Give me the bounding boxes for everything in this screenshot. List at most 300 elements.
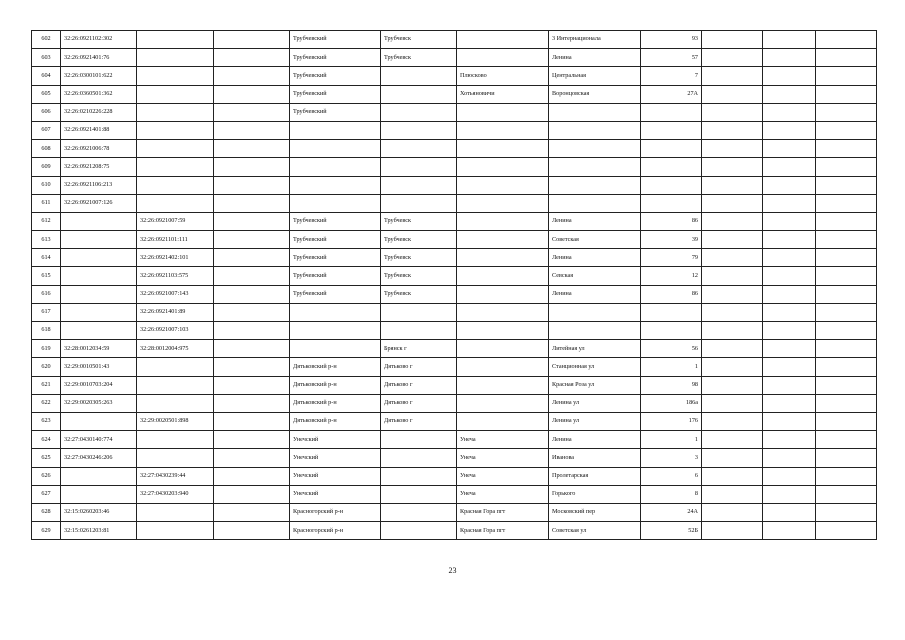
empty-cell bbox=[763, 176, 816, 194]
district-cell: Дятьковский р-н bbox=[290, 376, 381, 394]
cadastral-number-cell: 32:27:0430140:774 bbox=[61, 431, 137, 449]
street-cell: Иванова bbox=[549, 449, 641, 467]
row-number-cell: 608 bbox=[32, 140, 61, 158]
cadastral-number-cell: 32:15:0260203:46 bbox=[61, 503, 137, 521]
city-cell bbox=[381, 67, 457, 85]
cadastral-number-cell bbox=[61, 231, 137, 249]
empty-cell bbox=[763, 140, 816, 158]
street-cell: Ленина ул bbox=[549, 394, 641, 412]
page-number: 23 bbox=[448, 566, 457, 575]
empty-cell bbox=[816, 412, 877, 430]
locality-cell bbox=[457, 285, 549, 303]
city-cell bbox=[381, 522, 457, 540]
cadastral-number-alt-cell: 32:26:0921007:103 bbox=[137, 322, 214, 340]
table-row bbox=[32, 231, 877, 249]
locality-cell bbox=[457, 194, 549, 212]
house-number-cell: 1 bbox=[641, 431, 702, 449]
city-cell: Дятьково г bbox=[381, 358, 457, 376]
table-row bbox=[32, 212, 877, 230]
empty-cell bbox=[763, 49, 816, 67]
district-cell: Трубчевский bbox=[290, 267, 381, 285]
house-number-cell: 176 bbox=[641, 412, 702, 430]
empty-cell bbox=[214, 376, 290, 394]
table-row bbox=[32, 103, 877, 121]
table-row bbox=[32, 340, 877, 358]
city-cell bbox=[381, 467, 457, 485]
house-number-cell: 27А bbox=[641, 85, 702, 103]
empty-cell bbox=[763, 121, 816, 139]
cadastral-number-cell bbox=[61, 267, 137, 285]
street-cell bbox=[549, 303, 641, 321]
cadastral-number-alt-cell: 32:27:0430203:940 bbox=[137, 485, 214, 503]
empty-cell bbox=[214, 522, 290, 540]
empty-cell bbox=[702, 194, 763, 212]
empty-cell bbox=[763, 285, 816, 303]
row-number-cell: 611 bbox=[32, 194, 61, 212]
locality-cell bbox=[457, 231, 549, 249]
district-cell: Унечский bbox=[290, 467, 381, 485]
cadastral-number-alt-cell bbox=[137, 49, 214, 67]
empty-cell bbox=[816, 31, 877, 49]
empty-cell bbox=[816, 485, 877, 503]
cadastral-number-alt-cell: 32:26:0921007:143 bbox=[137, 285, 214, 303]
cadastral-number-alt-cell bbox=[137, 85, 214, 103]
empty-cell bbox=[816, 176, 877, 194]
table-body bbox=[32, 31, 877, 540]
row-number-cell: 622 bbox=[32, 394, 61, 412]
empty-cell bbox=[702, 376, 763, 394]
street-cell bbox=[549, 121, 641, 139]
empty-cell bbox=[702, 249, 763, 267]
house-number-cell bbox=[641, 176, 702, 194]
cadastral-number-cell bbox=[61, 285, 137, 303]
street-cell: Ленина bbox=[549, 285, 641, 303]
empty-cell bbox=[214, 303, 290, 321]
city-cell bbox=[381, 303, 457, 321]
empty-cell bbox=[763, 31, 816, 49]
cadastral-number-cell bbox=[61, 212, 137, 230]
row-number-cell: 623 bbox=[32, 412, 61, 430]
cadastral-number-alt-cell bbox=[137, 376, 214, 394]
empty-cell bbox=[702, 231, 763, 249]
empty-cell bbox=[763, 340, 816, 358]
district-cell bbox=[290, 176, 381, 194]
empty-cell bbox=[702, 49, 763, 67]
house-number-cell: 7 bbox=[641, 67, 702, 85]
empty-cell bbox=[702, 303, 763, 321]
locality-cell: Хотьяновичи bbox=[457, 85, 549, 103]
locality-cell bbox=[457, 121, 549, 139]
district-cell: Трубчевский bbox=[290, 85, 381, 103]
table-row bbox=[32, 303, 877, 321]
district-cell: Унечский bbox=[290, 485, 381, 503]
cadastral-number-cell: 32:27:0430246:206 bbox=[61, 449, 137, 467]
cadastral-number-cell bbox=[61, 485, 137, 503]
street-cell: Литейная ул bbox=[549, 340, 641, 358]
cadastral-number-alt-cell: 32:26:0921401:89 bbox=[137, 303, 214, 321]
cadastral-number-cell: 32:29:0010501:43 bbox=[61, 358, 137, 376]
locality-cell bbox=[457, 322, 549, 340]
empty-cell bbox=[702, 85, 763, 103]
city-cell: Трубчевск bbox=[381, 49, 457, 67]
row-number-cell: 616 bbox=[32, 285, 61, 303]
city-cell: Трубчевск bbox=[381, 249, 457, 267]
row-number-cell: 605 bbox=[32, 85, 61, 103]
cadastral-number-cell bbox=[61, 322, 137, 340]
house-number-cell bbox=[641, 194, 702, 212]
city-cell: Дятьково г bbox=[381, 412, 457, 430]
city-cell: Трубчевск bbox=[381, 267, 457, 285]
street-cell: 3 Интернационала bbox=[549, 31, 641, 49]
table-row bbox=[32, 449, 877, 467]
house-number-cell: 93 bbox=[641, 31, 702, 49]
locality-cell bbox=[457, 31, 549, 49]
empty-cell bbox=[702, 212, 763, 230]
empty-cell bbox=[763, 394, 816, 412]
cadastral-number-cell: 32:26:0210226:228 bbox=[61, 103, 137, 121]
cadastral-number-cell: 32:26:0300101:622 bbox=[61, 67, 137, 85]
empty-cell bbox=[763, 303, 816, 321]
cadastral-number-alt-cell bbox=[137, 67, 214, 85]
empty-cell bbox=[702, 158, 763, 176]
empty-cell bbox=[214, 394, 290, 412]
district-cell: Красногорский р-н bbox=[290, 503, 381, 521]
locality-cell bbox=[457, 249, 549, 267]
empty-cell bbox=[214, 121, 290, 139]
row-number-cell: 624 bbox=[32, 431, 61, 449]
empty-cell bbox=[816, 85, 877, 103]
cadastral-number-alt-cell bbox=[137, 140, 214, 158]
cadastral-number-alt-cell: 32:27:0430239:44 bbox=[137, 467, 214, 485]
registry-table bbox=[31, 30, 877, 540]
row-number-cell: 627 bbox=[32, 485, 61, 503]
table-row bbox=[32, 394, 877, 412]
district-cell: Трубчевский bbox=[290, 49, 381, 67]
locality-cell: Унеча bbox=[457, 431, 549, 449]
empty-cell bbox=[214, 358, 290, 376]
house-number-cell: 57 bbox=[641, 49, 702, 67]
table-row bbox=[32, 267, 877, 285]
empty-cell bbox=[763, 103, 816, 121]
empty-cell bbox=[763, 194, 816, 212]
city-cell bbox=[381, 194, 457, 212]
empty-cell bbox=[816, 49, 877, 67]
cadastral-number-cell: 32:26:0360501:362 bbox=[61, 85, 137, 103]
district-cell: Дятьковский р-н bbox=[290, 358, 381, 376]
house-number-cell: 56 bbox=[641, 340, 702, 358]
empty-cell bbox=[214, 140, 290, 158]
street-cell: Воронцовская bbox=[549, 85, 641, 103]
row-number-cell: 617 bbox=[32, 303, 61, 321]
district-cell: Красногорский р-н bbox=[290, 522, 381, 540]
district-cell: Трубчевский bbox=[290, 285, 381, 303]
cadastral-number-cell bbox=[61, 467, 137, 485]
cadastral-number-cell bbox=[61, 249, 137, 267]
cadastral-number-cell: 32:26:0921401:76 bbox=[61, 49, 137, 67]
row-number-cell: 610 bbox=[32, 176, 61, 194]
street-cell bbox=[549, 158, 641, 176]
empty-cell bbox=[702, 140, 763, 158]
cadastral-number-alt-cell: 32:29:0020501:898 bbox=[137, 412, 214, 430]
street-cell: Горького bbox=[549, 485, 641, 503]
street-cell bbox=[549, 103, 641, 121]
district-cell: Унечский bbox=[290, 449, 381, 467]
city-cell: Дятьково г bbox=[381, 394, 457, 412]
house-number-cell: 1 bbox=[641, 358, 702, 376]
empty-cell bbox=[214, 67, 290, 85]
house-number-cell: 3 bbox=[641, 449, 702, 467]
empty-cell bbox=[816, 231, 877, 249]
street-cell bbox=[549, 194, 641, 212]
locality-cell bbox=[457, 358, 549, 376]
empty-cell bbox=[763, 158, 816, 176]
cadastral-number-cell: 32:28:0012034:59 bbox=[61, 340, 137, 358]
house-number-cell: 8 bbox=[641, 485, 702, 503]
empty-cell bbox=[702, 522, 763, 540]
empty-cell bbox=[816, 158, 877, 176]
table-row bbox=[32, 431, 877, 449]
empty-cell bbox=[214, 231, 290, 249]
cadastral-number-cell bbox=[61, 412, 137, 430]
cadastral-number-alt-cell bbox=[137, 103, 214, 121]
row-number-cell: 620 bbox=[32, 358, 61, 376]
table-row bbox=[32, 467, 877, 485]
cadastral-number-alt-cell bbox=[137, 158, 214, 176]
cadastral-number-cell bbox=[61, 303, 137, 321]
table-row bbox=[32, 376, 877, 394]
house-number-cell: 12 bbox=[641, 267, 702, 285]
district-cell bbox=[290, 158, 381, 176]
row-number-cell: 625 bbox=[32, 449, 61, 467]
empty-cell bbox=[816, 249, 877, 267]
table-row bbox=[32, 503, 877, 521]
empty-cell bbox=[763, 85, 816, 103]
house-number-cell: 186а bbox=[641, 394, 702, 412]
row-number-cell: 618 bbox=[32, 322, 61, 340]
district-cell: Дятьковский р-н bbox=[290, 394, 381, 412]
empty-cell bbox=[214, 176, 290, 194]
city-cell bbox=[381, 103, 457, 121]
empty-cell bbox=[763, 267, 816, 285]
cadastral-number-alt-cell bbox=[137, 522, 214, 540]
street-cell: Ленина bbox=[549, 49, 641, 67]
row-number-cell: 613 bbox=[32, 231, 61, 249]
cadastral-number-alt-cell bbox=[137, 31, 214, 49]
house-number-cell bbox=[641, 140, 702, 158]
city-cell bbox=[381, 158, 457, 176]
house-number-cell: 79 bbox=[641, 249, 702, 267]
row-number-cell: 628 bbox=[32, 503, 61, 521]
cadastral-number-cell: 32:26:0921106:213 bbox=[61, 176, 137, 194]
row-number-cell: 607 bbox=[32, 121, 61, 139]
empty-cell bbox=[816, 503, 877, 521]
street-cell: Ленина bbox=[549, 249, 641, 267]
row-number-cell: 612 bbox=[32, 212, 61, 230]
empty-cell bbox=[214, 449, 290, 467]
cadastral-number-alt-cell bbox=[137, 194, 214, 212]
street-cell bbox=[549, 322, 641, 340]
empty-cell bbox=[763, 376, 816, 394]
table-row bbox=[32, 158, 877, 176]
city-cell: Трубчевск bbox=[381, 231, 457, 249]
empty-cell bbox=[816, 376, 877, 394]
cadastral-number-alt-cell bbox=[137, 176, 214, 194]
empty-cell bbox=[763, 249, 816, 267]
empty-cell bbox=[816, 467, 877, 485]
empty-cell bbox=[816, 194, 877, 212]
district-cell: Трубчевский bbox=[290, 31, 381, 49]
cadastral-number-alt-cell: 32:28:0012004:975 bbox=[137, 340, 214, 358]
house-number-cell: 86 bbox=[641, 212, 702, 230]
empty-cell bbox=[702, 431, 763, 449]
empty-cell bbox=[702, 267, 763, 285]
empty-cell bbox=[816, 285, 877, 303]
cadastral-number-cell: 32:26:0921208:75 bbox=[61, 158, 137, 176]
house-number-cell bbox=[641, 158, 702, 176]
table-row bbox=[32, 285, 877, 303]
empty-cell bbox=[763, 212, 816, 230]
street-cell bbox=[549, 176, 641, 194]
row-number-cell: 614 bbox=[32, 249, 61, 267]
empty-cell bbox=[763, 322, 816, 340]
cadastral-number-cell: 32:15:0261203:81 bbox=[61, 522, 137, 540]
locality-cell bbox=[457, 267, 549, 285]
table-row bbox=[32, 522, 877, 540]
city-cell: Брянск г bbox=[381, 340, 457, 358]
locality-cell bbox=[457, 376, 549, 394]
district-cell: Трубчевский bbox=[290, 103, 381, 121]
row-number-cell: 619 bbox=[32, 340, 61, 358]
cadastral-number-alt-cell: 32:26:0921103:575 bbox=[137, 267, 214, 285]
empty-cell bbox=[763, 67, 816, 85]
empty-cell bbox=[763, 231, 816, 249]
locality-cell bbox=[457, 103, 549, 121]
street-cell bbox=[549, 140, 641, 158]
empty-cell bbox=[702, 412, 763, 430]
locality-cell: Унеча bbox=[457, 485, 549, 503]
street-cell: Московский пер bbox=[549, 503, 641, 521]
empty-cell bbox=[214, 322, 290, 340]
empty-cell bbox=[214, 267, 290, 285]
street-cell: Пролетарская bbox=[549, 467, 641, 485]
table-row bbox=[32, 85, 877, 103]
street-cell: Советская bbox=[549, 231, 641, 249]
table-row bbox=[32, 358, 877, 376]
district-cell bbox=[290, 194, 381, 212]
city-cell bbox=[381, 431, 457, 449]
district-cell bbox=[290, 340, 381, 358]
district-cell: Дятьковский р-н bbox=[290, 412, 381, 430]
house-number-cell: 52Б bbox=[641, 522, 702, 540]
district-cell: Трубчевский bbox=[290, 249, 381, 267]
row-number-cell: 626 bbox=[32, 467, 61, 485]
row-number-cell: 615 bbox=[32, 267, 61, 285]
empty-cell bbox=[702, 340, 763, 358]
district-cell: Трубчевский bbox=[290, 67, 381, 85]
street-cell: Ленина bbox=[549, 431, 641, 449]
city-cell bbox=[381, 449, 457, 467]
cadastral-number-alt-cell: 32:26:0921007:59 bbox=[137, 212, 214, 230]
empty-cell bbox=[702, 103, 763, 121]
empty-cell bbox=[214, 31, 290, 49]
city-cell bbox=[381, 485, 457, 503]
locality-cell: Красная Гора пгт bbox=[457, 503, 549, 521]
house-number-cell: 39 bbox=[641, 231, 702, 249]
empty-cell bbox=[816, 303, 877, 321]
empty-cell bbox=[702, 394, 763, 412]
locality-cell bbox=[457, 158, 549, 176]
cadastral-number-cell: 32:26:0921401:88 bbox=[61, 121, 137, 139]
empty-cell bbox=[763, 431, 816, 449]
empty-cell bbox=[214, 85, 290, 103]
locality-cell bbox=[457, 212, 549, 230]
table-row bbox=[32, 485, 877, 503]
city-cell bbox=[381, 85, 457, 103]
city-cell bbox=[381, 176, 457, 194]
house-number-cell: 24А bbox=[641, 503, 702, 521]
city-cell bbox=[381, 503, 457, 521]
row-number-cell: 629 bbox=[32, 522, 61, 540]
street-cell: Севская bbox=[549, 267, 641, 285]
empty-cell bbox=[816, 322, 877, 340]
empty-cell bbox=[702, 31, 763, 49]
city-cell bbox=[381, 140, 457, 158]
house-number-cell: 6 bbox=[641, 467, 702, 485]
city-cell: Трубчевск bbox=[381, 285, 457, 303]
city-cell: Трубчевск bbox=[381, 212, 457, 230]
district-cell: Унечский bbox=[290, 431, 381, 449]
empty-cell bbox=[816, 522, 877, 540]
cadastral-number-alt-cell bbox=[137, 121, 214, 139]
house-number-cell bbox=[641, 103, 702, 121]
empty-cell bbox=[702, 449, 763, 467]
empty-cell bbox=[816, 449, 877, 467]
cadastral-number-cell: 32:26:0921007:126 bbox=[61, 194, 137, 212]
empty-cell bbox=[702, 322, 763, 340]
street-cell: Ленина ул bbox=[549, 412, 641, 430]
empty-cell bbox=[214, 467, 290, 485]
district-cell bbox=[290, 303, 381, 321]
empty-cell bbox=[816, 103, 877, 121]
house-number-cell bbox=[641, 322, 702, 340]
empty-cell bbox=[816, 394, 877, 412]
house-number-cell: 98 bbox=[641, 376, 702, 394]
empty-cell bbox=[816, 140, 877, 158]
locality-cell: Унеча bbox=[457, 467, 549, 485]
house-number-cell: 86 bbox=[641, 285, 702, 303]
district-cell bbox=[290, 140, 381, 158]
table-row bbox=[32, 67, 877, 85]
empty-cell bbox=[702, 467, 763, 485]
table-row bbox=[32, 31, 877, 49]
cadastral-number-cell: 32:26:0921102:302 bbox=[61, 31, 137, 49]
locality-cell: Унеча bbox=[457, 449, 549, 467]
empty-cell bbox=[702, 503, 763, 521]
cadastral-number-alt-cell bbox=[137, 394, 214, 412]
cadastral-number-alt-cell: 32:26:0921402:101 bbox=[137, 249, 214, 267]
table-row bbox=[32, 194, 877, 212]
empty-cell bbox=[816, 121, 877, 139]
empty-cell bbox=[702, 121, 763, 139]
row-number-cell: 621 bbox=[32, 376, 61, 394]
table-row bbox=[32, 412, 877, 430]
empty-cell bbox=[763, 485, 816, 503]
cadastral-number-alt-cell bbox=[137, 358, 214, 376]
table-row bbox=[32, 249, 877, 267]
locality-cell: Красная Гора пгт bbox=[457, 522, 549, 540]
cadastral-number-cell: 32:26:0921006:78 bbox=[61, 140, 137, 158]
empty-cell bbox=[214, 412, 290, 430]
